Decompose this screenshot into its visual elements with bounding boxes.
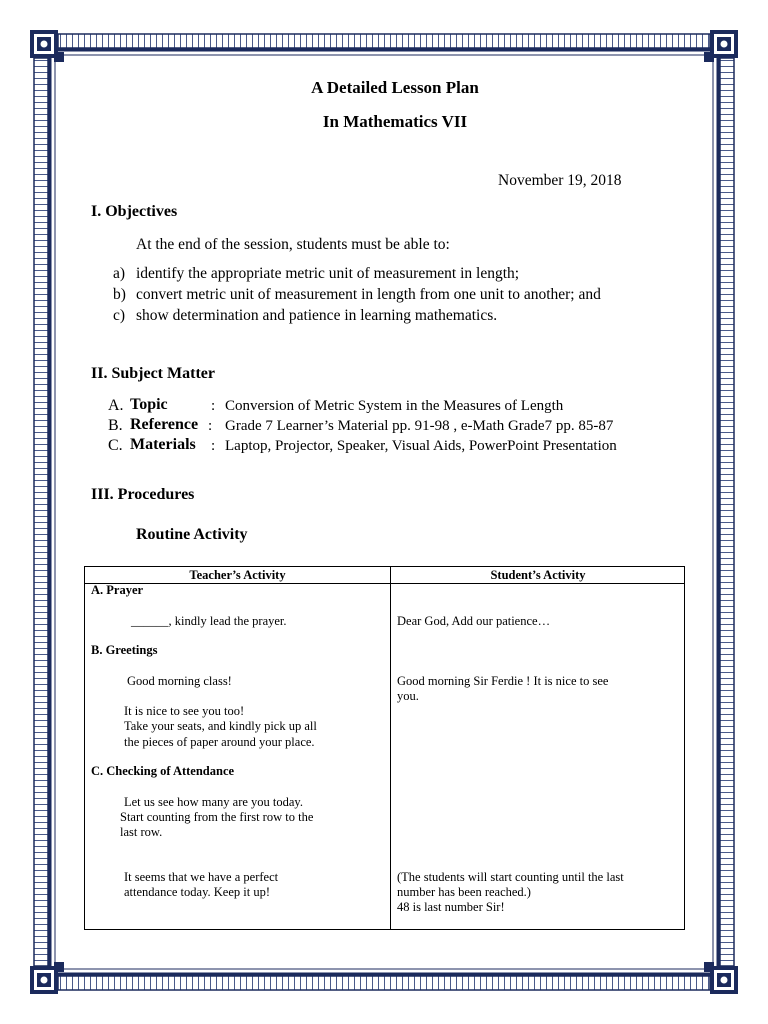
teacher-line: the pieces of paper around your place. <box>124 735 315 749</box>
teacher-line: Start counting from the first row to the <box>120 810 314 824</box>
teacher-line: Good morning class! <box>127 674 232 688</box>
routine-activity-heading: Routine Activity <box>136 526 248 543</box>
objective-marker: a) <box>113 265 126 282</box>
row-letter: A. <box>108 397 124 414</box>
objective-marker: c) <box>113 307 126 324</box>
row-label: Topic <box>130 396 168 413</box>
teacher-line: It seems that we have a perfect <box>124 870 279 884</box>
attendance-heading: C. Checking of Attendance <box>91 764 235 778</box>
table-header-divider <box>85 583 684 584</box>
row-value: Conversion of Metric System in the Measures of Length <box>225 398 564 414</box>
prayer-heading: A. Prayer <box>91 583 144 597</box>
objectives-intro: At the end of the session, students must be able to: <box>136 236 450 253</box>
teacher-line: Take your seats, and kindly pick up all <box>124 719 317 733</box>
table-column-divider <box>390 567 391 929</box>
document-title: A Detailed Lesson Plan <box>311 78 479 97</box>
row-label: Materials <box>130 436 196 453</box>
row-colon: : <box>208 418 213 434</box>
teacher-line: ______, kindly lead the prayer. <box>131 614 287 628</box>
objective-item: identify the appropriate metric unit of measurement in length; <box>136 265 520 282</box>
document-subtitle: In Mathematics VII <box>322 112 468 131</box>
student-line: you. <box>397 689 419 703</box>
objective-item: convert metric unit of measurement in length from one unit to another; and <box>136 286 601 303</box>
row-colon: : <box>211 438 216 454</box>
student-line: 48 is last number Sir! <box>397 900 505 914</box>
student-line: (The students will start counting until the last <box>397 870 624 884</box>
teacher-line: It is nice to see you too! <box>124 704 245 718</box>
row-letter: C. <box>108 437 123 454</box>
row-value: Grade 7 Learner’s Material pp. 91-98 , e-Math Grade7 pp. 85-87 <box>225 418 614 434</box>
procedures-heading: III. Procedures <box>91 486 195 503</box>
subject-matter-heading: II. Subject Matter <box>91 365 215 382</box>
teacher-line: last row. <box>120 825 163 839</box>
teacher-line: attendance today. Keep it up! <box>124 885 271 899</box>
row-label: Reference <box>130 416 199 433</box>
objectives-heading: I. Objectives <box>91 203 178 220</box>
student-line: Good morning Sir Ferdie ! It is nice to see <box>397 674 609 688</box>
student-activity-header: Student’s Activity <box>490 568 586 582</box>
row-letter: B. <box>108 417 123 434</box>
row-value: Laptop, Projector, Speaker, Visual Aids, PowerPoint Presentation <box>225 438 617 454</box>
lesson-date: November 19, 2018 <box>498 172 622 189</box>
student-line: Dear God, Add our patience… <box>397 614 551 628</box>
student-line: number has been reached.) <box>397 885 531 899</box>
objective-marker: b) <box>113 286 126 303</box>
row-colon: : <box>211 398 216 414</box>
teacher-line: Let us see how many are you today. <box>124 795 303 809</box>
routine-activity-table <box>84 566 685 930</box>
teacher-activity-header: Teacher’s Activity <box>189 568 286 582</box>
greetings-heading: B. Greetings <box>91 643 158 657</box>
objective-item: show determination and patience in learning mathematics. <box>136 307 498 324</box>
